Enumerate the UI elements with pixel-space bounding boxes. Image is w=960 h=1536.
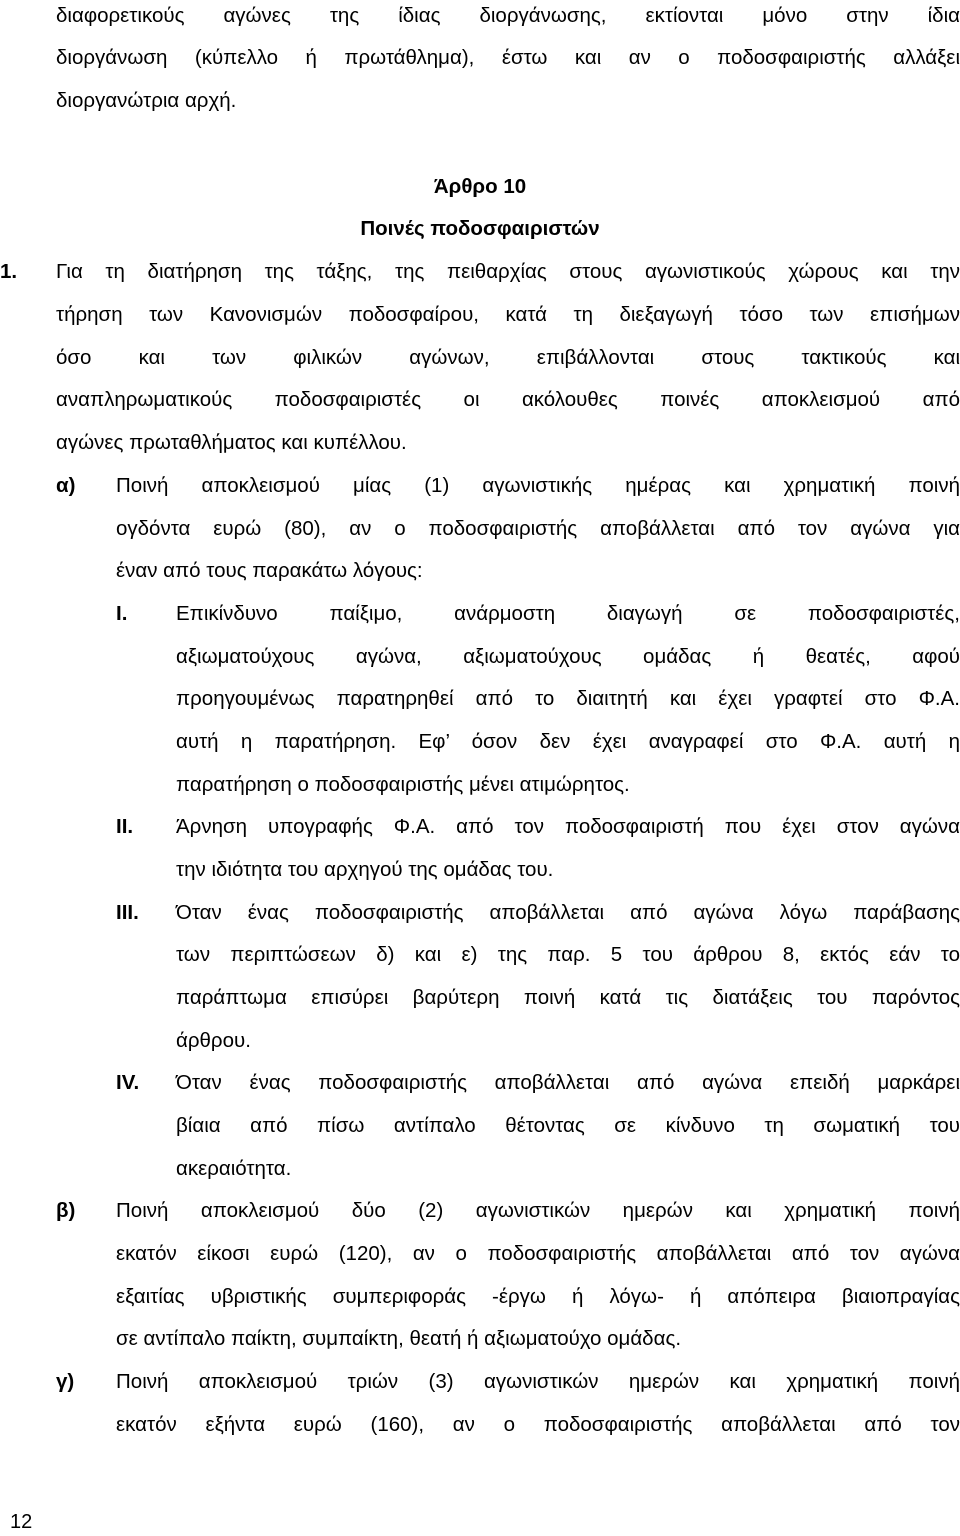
paragraph-number: 1.: [0, 260, 18, 283]
subitem-line: Άρνηση υπογραφής Φ.Α. από τον ποδοσφαιριστή που έχει στον αγώνα: [176, 815, 960, 838]
intro-line: διοργάνωση (κύπελλο ή πρωτάθλημα), έστω και αν ο ποδοσφαιριστής αλλάξει: [56, 46, 960, 69]
article-heading: Άρθρο 10: [433, 175, 527, 198]
subitem-line: προηγουμένως παρατηρηθεί από το διαιτητή και έχει γραφτεί στο Φ.Α.: [176, 687, 960, 710]
paragraph-line: αναπληρωματικούς ποδοσφαιριστές οι ακόλουθες ποινές αποκλεισμού από: [56, 388, 960, 411]
subitem-line: αξιωματούχους αγώνα, αξιωματούχους ομάδας ή θεατές, αφού: [176, 645, 960, 668]
subitem-line: Όταν ένας ποδοσφαιριστής αποβάλλεται από αγώνα επειδή μαρκάρει: [176, 1071, 960, 1094]
intro-line: διοργανώτρια αρχή.: [56, 89, 237, 112]
subitem-line: ακεραιότητα.: [176, 1157, 292, 1180]
subitem-line: παρατήρηση ο ποδοσφαιριστής μένει ατιμώρητος.: [176, 773, 630, 796]
item-line: Ποινή αποκλεισμού μίας (1) αγωνιστικής ημέρας και χρηματική ποινή: [116, 474, 960, 497]
item-line: ογδόντα ευρώ (80), αν ο ποδοσφαιριστής αποβάλλεται από τον αγώνα για: [116, 517, 960, 540]
subitem-line: Όταν ένας ποδοσφαιριστής αποβάλλεται από αγώνα λόγω παράβασης: [176, 901, 960, 924]
item-label: γ): [56, 1370, 75, 1393]
item-line: Ποινή αποκλεισμού δύο (2) αγωνιστικών ημερών και χρηματική ποινή: [116, 1199, 960, 1222]
item-line: εκατόν είκοσι ευρώ (120), αν ο ποδοσφαιριστής αποβάλλεται από τον αγώνα: [116, 1242, 960, 1265]
subitem-line: παράπτωμα επισύρει βαρύτερη ποινή κατά τις διατάξεις του παρόντος: [176, 986, 960, 1009]
intro-line: διαφορετικούς αγώνες της ίδιας διοργάνωσης, εκτίονται μόνο στην ίδια: [56, 4, 960, 27]
paragraph-line: Για τη διατήρηση της τάξης, της πειθαρχίας στους αγωνιστικούς χώρους και την: [56, 260, 960, 283]
item-line: έναν από τους παρακάτω λόγους:: [116, 559, 423, 582]
subitem-line: αυτή η παρατήρηση. Εφ’ όσον δεν έχει αναγραφεί στο Φ.Α. αυτή η: [176, 730, 960, 753]
subitem-line: την ιδιότητα του αρχηγού της ομάδας του.: [176, 858, 554, 881]
subitem-label: II.: [116, 815, 134, 838]
subitem-label: III.: [116, 901, 139, 924]
article-subheading: Ποινές ποδοσφαιριστών: [360, 217, 600, 240]
item-label: β): [56, 1199, 76, 1222]
item-label: α): [56, 474, 76, 497]
subitem-line: άρθρου.: [176, 1029, 251, 1052]
item-line: εξαιτίας υβριστικής συμπεριφοράς -έργω ή λόγω- ή απόπειρα βιαιοπραγίας: [116, 1285, 960, 1308]
item-line: σε αντίπαλο παίκτη, συμπαίκτη, θεατή ή αξιωματούχο ομάδας.: [116, 1327, 682, 1350]
subitem-line: των περιπτώσεων δ) και ε) της παρ. 5 του άρθρου 8, εκτός εάν το: [176, 943, 960, 966]
subitem-label: I.: [116, 602, 128, 625]
subitem-line: βίαια από πίσω αντίπαλο θέτοντας σε κίνδυνο τη σωματική του: [176, 1114, 960, 1137]
paragraph-line: τήρηση των Κανονισμών ποδοσφαίρου, κατά τη διεξαγωγή τόσο των επισήμων: [56, 303, 960, 326]
subitem-label: IV.: [116, 1071, 140, 1094]
page-number: 12: [10, 1511, 33, 1533]
paragraph-line: αγώνες πρωταθλήματος και κυπέλλου.: [56, 431, 407, 454]
item-line: Ποινή αποκλεισμού τριών (3) αγωνιστικών ημερών και χρηματική ποινή: [116, 1370, 960, 1393]
paragraph-line: όσο και των φιλικών αγώνων, επιβάλλονται στους τακτικούς και: [56, 346, 960, 369]
item-line: εκατόν εξήντα ευρώ (160), αν ο ποδοσφαιριστής αποβάλλεται από τον: [116, 1413, 960, 1436]
subitem-line: Επικίνδυνο παίξιμο, ανάρμοστη διαγωγή σε ποδοσφαιριστές,: [176, 602, 960, 625]
